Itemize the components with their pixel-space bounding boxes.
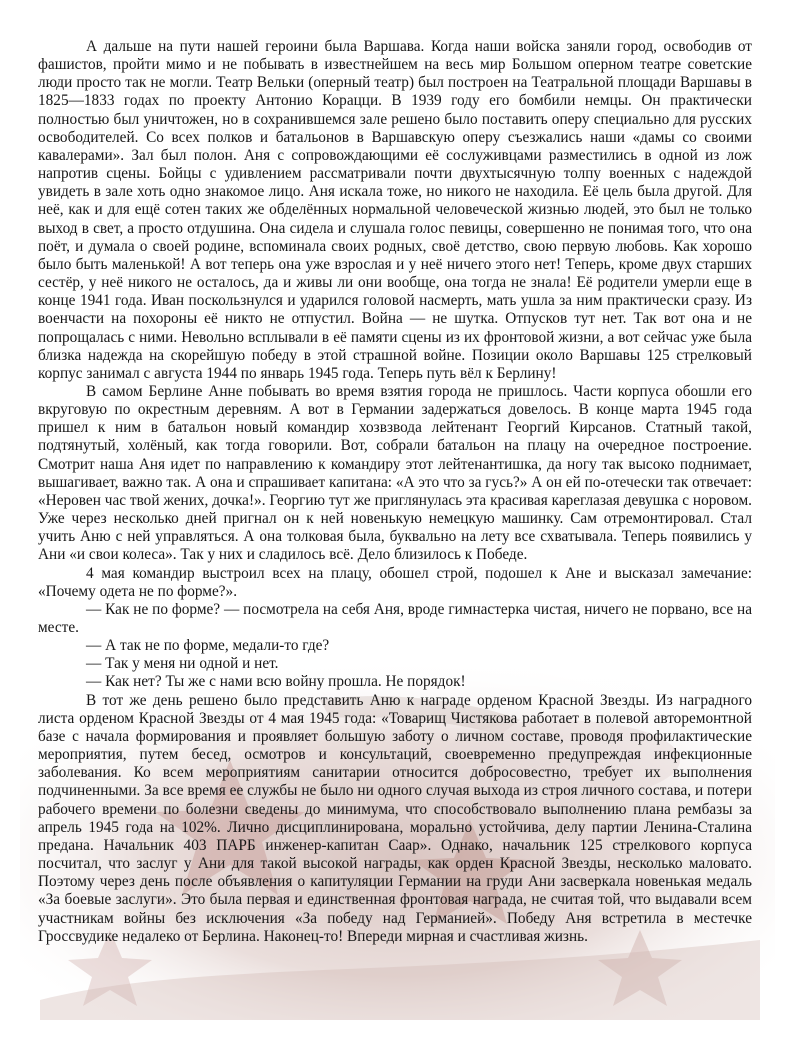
paragraph-award: В тот же день решено было представить Аню к награде орденом Красной Звезды. Из наградного листа орденом Красной Звезды от 4 мая 1945 года: «Товарищ Чистякова работает в полевой авторемонтной базе с начала формирования и проявляет большую заботу о личном составе, проводя профилактические мероприятия, путем бесед, осмотров и консультаций, своевременно предупреждая инфекционные заболевания. Ко всем мероприятиям санитарии относится добросовестно, требует их выполнения подчиненными. За все время ее службы не было ни одного случая выхода из строя личного состава, и потери рабочего времени по болезни сведены до минимума, что способствовало выполнению плана рембазы за апрель 1945 года на 102%. Лично дисциплинирована, морально устойчива, делу партии Ленина-Сталина предана. Начальник 403 ПАРБ инженер-капитан Саар». Однако, начальник 125 стрелкового корпуса посчитал, что заслуг у Ани для такой высокой награды, как орден Красной Звезды, несколько маловато. Поэтому через день после объявления о капитуляции Германии на груди Ани засверкала новенькая медаль «За боевые заслуги». Это была первая и единственная фронтовая награда, не считая той, что выдавали всем участникам войны без исключения «За победу над Германией». Победу Аня встретила в местечке Гроссвудике недалеко от Берлина. Наконец-то! Впереди мирная и счастливая жизнь. xyxy=(38,691,752,945)
dialog-line: — Так у меня ни одной и нет. xyxy=(86,655,279,673)
dialog-line: — А так не по форме, медали-то где? xyxy=(86,637,330,655)
document-page xyxy=(38,38,752,946)
paragraph-berlin: В самом Берлине Анне побывать во время взятия города не пришлось. Части корпуса обошли его вкруговую по окрестным деревням. А вот в Германии задержаться довелось. В конце марта 1945 года пришел к ним в батальон новый командир хозвзвода лейтенант Георгий Кирсанов. Статный такой, подтянутый, холёный, как тогда говорили. Вот, собрали батальон на плацу на очередное построение. Смотрит наша Аня идет по направлению к командиру этот лейтенантишка, да ногу так высоко поднимает, вышагивает, важно так. А она и спрашивает капитана: «А это что за гусь?» А он ей по-отечески так отвечает: «Неровен час твой жених, дочка!». Георгию тут же приглянулась эта красивая кареглазая девушка с норовом. Уже через несколько дней пригнал он к ней новенькую немецкую машинку. Сам отремонтировал. Стал учить Аню с ней управляться. А она толковая была, буквально на лету все схватывала. Теперь появились у Ани «и свои колеса». Так у них и сладилось всё. Дело близилось к Победе. xyxy=(38,382,752,564)
paragraph-may-4: 4 мая командир выстроил всех на плацу, обошел строй, подошел к Ане и высказал замечание: «Почему одета не по форме?». xyxy=(38,564,752,600)
paragraph-warsaw: А дальше на пути нашей героини была Варшава. Когда наши войска заняли город, освободив от фашистов, пройти мимо и не побывать в известнейшем на весь мир Большом оперном театре советские люди просто так не могли. Театр Вельки (оперный театр) был построен на Театральной площади Варшавы в 1825—1833 годах по проекту Антонио Корацци. В 1939 году его бомбили немцы. Он практически полностью был уничтожен, но в сохранившемся зале решено было поставить оперу специально для русских освободителей. Со всех полков и батальонов в Варшавскую оперу съезжались наши «дамы со своими кавалерами». Зал был полон. Аня с сопровождающими её сослуживцами разместились в одной из лож напротив сцены. Бойцы с удивлением рассматривали почти двухтысячную толпу военных с надеждой увидеть в зале хоть одно знакомое лицо. Аня искала тоже, но никого не находила. Её цель была другой. Для неё, как и для ещё сотен таких же обделённых нормальной человеческой жизнью людей, это был не только выход в свет, а просто отдушина. Она сидела и слушала голос певицы, совершенно не понимая того, что она поёт, и думала о своей родине, вспоминала своих родных, своё детство, свою первую любовь. Как хорошо было быть маленькой! А вот теперь она уже взрослая и у неё ничего этого нет! Теперь, кроме двух старших сестёр, у неё никого не осталось, да и живы ли они вообще, она тогда не знала! Её родители умерли еще в конце 1941 года. Иван поскользнулся и ударился головой насмерть, мать ушла за ним практически сразу. Из военчасти на похороны её никто не отпустил. Война — не шутка. Отпусков тут нет. Так вот она и не попрощалась с ними. Невольно всплывали в её памяти сцены из их фронтовой жизни, а вот сейчас уже была близка надежда на скорейшую победу в этой страшной войне. Позиции около Варшавы 125 стрелковый корпус занимал с августа 1944 по январь 1945 года. Теперь путь вёл к Берлину! xyxy=(38,38,752,382)
dialog-line: — Как нет? Ты же с нами всю войну прошла. Не порядок! xyxy=(86,673,466,691)
dialog-line: — Как не по форме? — посмотрела на себя Аня, вроде гимнастерка чистая, ничего не порвано, все на месте. xyxy=(38,600,752,636)
